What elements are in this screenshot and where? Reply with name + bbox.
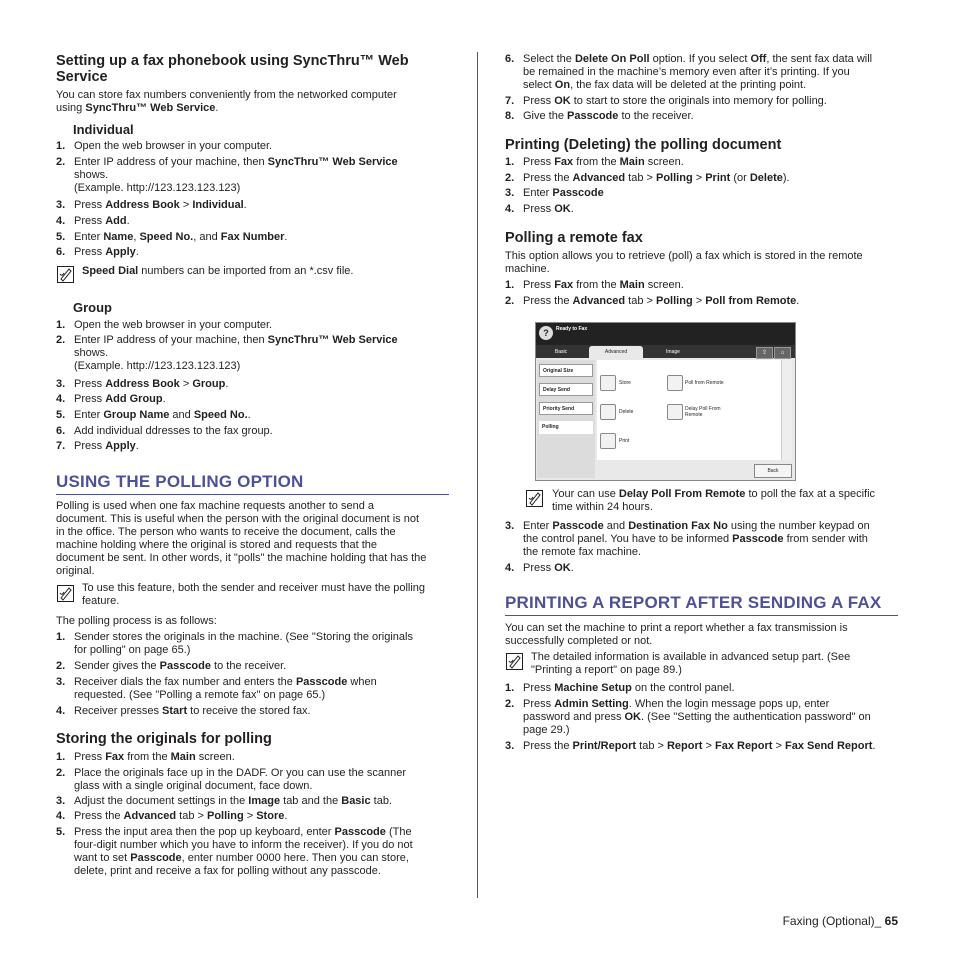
poll-from-remote-button[interactable] xyxy=(667,375,683,391)
back-button[interactable]: Back xyxy=(754,464,792,478)
note-icon xyxy=(526,490,543,507)
tab-basic[interactable]: Basic xyxy=(554,349,568,355)
speed-dial-note: Speed Dial numbers can be imported from an *.csv file. xyxy=(82,265,354,277)
individual-heading: Individual xyxy=(73,122,134,137)
tab-image[interactable]: Image xyxy=(666,349,680,355)
polling-process-label: The polling process is as follows: xyxy=(56,615,217,627)
report-heading: PRINTING A REPORT AFTER SENDING A FAX xyxy=(505,593,882,612)
remote-fax-heading: Polling a remote fax xyxy=(505,230,643,246)
report-note: The detailed information is available in advanced setup part. (See "Printing a report" on page 89.) xyxy=(531,651,851,676)
column-divider xyxy=(477,52,478,898)
page-footer: Faxing (Optional)_ 65 xyxy=(782,914,898,928)
screen-sidebar xyxy=(537,360,595,478)
print-label: Print xyxy=(619,438,630,444)
screen-status-bar xyxy=(536,323,795,345)
note-icon xyxy=(506,653,523,670)
polling-paragraph: Polling is used when one fax machine requests another to send a document. This is useful when the person with the original document is not in the office. The person who wants to receive the document, calls the machine holding where the original is stored and requests that the document be sent. In other words, it "polls" the machine holding that has the original. xyxy=(56,500,427,577)
store-button[interactable] xyxy=(600,375,616,391)
sidebar-original-size[interactable]: Original Size xyxy=(539,364,593,377)
sidebar-delay-send[interactable]: Delay Send xyxy=(539,383,593,396)
home-icon[interactable]: ⌂ xyxy=(774,347,791,359)
polling-screen-image xyxy=(535,322,796,481)
tab-advanced[interactable]: Advanced xyxy=(589,346,643,358)
sidebar-polling[interactable]: Polling xyxy=(539,421,593,434)
heading-rule xyxy=(505,615,898,616)
print-button[interactable] xyxy=(600,433,616,449)
note-icon xyxy=(57,585,74,602)
help-icon[interactable]: ? xyxy=(539,326,553,340)
polling-heading: USING THE POLLING OPTION xyxy=(56,472,304,491)
delay-poll-note: Your can use Delay Poll From Remote to poll the fax at a specific time within 24 hours. xyxy=(552,488,876,513)
delete-label: Delete xyxy=(619,409,634,415)
remote-fax-paragraph: This option allows you to retrieve (poll) a fax which is stored in the remote machine. xyxy=(505,250,863,275)
delay-poll-label: Delay Poll From Remote xyxy=(685,406,721,418)
screen-main-panel xyxy=(597,360,781,460)
heading-rule xyxy=(56,494,449,495)
group-heading: Group xyxy=(73,300,112,315)
phonebook-intro: You can store fax numbers conveniently from the networked computer using SyncThru™ Web Service. xyxy=(56,89,397,114)
poll-from-remote-label: Poll from Remote xyxy=(685,380,724,386)
store-label: Store xyxy=(619,380,631,386)
screen-scrollbar[interactable] xyxy=(781,360,792,460)
note-icon xyxy=(57,266,74,283)
polling-note: To use this feature, both the sender and receiver must have the polling feature. xyxy=(82,582,426,607)
sidebar-priority-send[interactable]: Priority Send xyxy=(539,402,593,415)
delay-poll-button[interactable] xyxy=(667,404,683,420)
phonebook-heading: Setting up a fax phonebook using SyncThru™ Web Service xyxy=(56,53,409,85)
storing-heading: Storing the originals for polling xyxy=(56,731,272,747)
print-polling-heading: Printing (Deleting) the polling document xyxy=(505,137,782,153)
delete-button[interactable] xyxy=(600,404,616,420)
report-paragraph: You can set the machine to print a report whether a fax transmission is successfully completed or not. xyxy=(505,622,848,647)
screen-status-text: Ready to Fax xyxy=(556,326,588,332)
upload-icon[interactable]: ⇪ xyxy=(756,347,773,359)
